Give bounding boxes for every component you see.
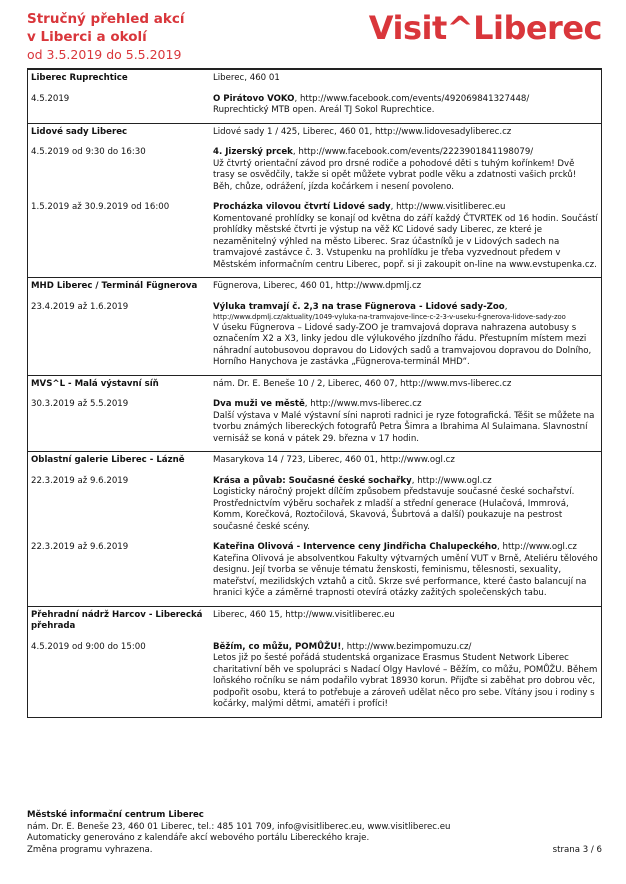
event-title: Procházka vilovou čtvrtí Lidové sady — [213, 202, 391, 212]
event-body — [213, 302, 598, 369]
venue-block — [28, 278, 601, 376]
event-row — [31, 202, 598, 271]
venue-header-row — [31, 455, 598, 467]
event-date: 4.5.2019 od 9:30 do 16:30 — [31, 147, 146, 157]
venue-block — [28, 376, 601, 453]
event-date: 23.4.2019 až 1.6.2019 — [31, 301, 129, 312]
event-description: Letos již po šesté pořádá studentská organizace Erasmus Student Network Liberec charitativní běh ve spolupráci s Nadací Olgy Havlové – Běžím, co můžu, POMŮŽU. Během loňského ročníku se nám podařilo vybrat 18930 korun. Přijďte si zaběhat pro dobrou věc, podpořit osobu, která to potřebuje a zároveň udělat něco pro sebe. Vítány jsou i rodiny s kočárky, malými dětmi, amatéři i profíci! — [213, 653, 598, 709]
venue-address: nám. Dr. E. Beneše 10 / 2, Liberec, 460 07, http://www.mvs-liberec.cz — [213, 378, 512, 389]
venue-header-row — [31, 610, 598, 633]
event-row — [31, 642, 598, 711]
event-date: 22.3.2019 až 9.6.2019 — [31, 542, 129, 552]
event-row — [31, 542, 598, 600]
venue-address: Fügnerova, Liberec, 460 01, http://www.dpmlj.cz — [213, 281, 422, 291]
event-listing — [27, 68, 602, 718]
page-footer — [27, 810, 602, 856]
visit-liberec-logo: Visit^Liberec — [368, 9, 602, 47]
event-description: Kateřina Olivová je absolventkou Fakulty výtvarných umění VUT v Brně, Ateliéru tělového designu. Její tvorba se věnuje tématu ženskosti, feminismu, tělesnosti, sexuality, mateřství, mezilidských vztahů a citů. Skrze své performance, které často balancují na hranici kýče a záměrné trapnosti otevírá otázky zažitých společenských tabu. — [213, 553, 598, 598]
event-link[interactable]: , — [504, 301, 508, 312]
event-date: 1.5.2019 až 30.9.2019 od 16:00 — [31, 202, 170, 212]
event-date: 4.5.2019 od 9:00 do 15:00 — [31, 641, 146, 652]
event-title: 4. Jizerský prcek — [213, 147, 293, 157]
footer-contact: nám. Dr. E. Beneše 23, 460 01 Liberec, tel.: 485 101 709, info@visitliberec.eu, www.visitliberec.eu — [27, 821, 451, 832]
venue-address: Lidové sady 1 / 425, Liberec, 460 01, http://www.lidovesadyliberec.cz — [213, 126, 512, 137]
venue-header-row — [31, 127, 598, 139]
event-title: O Pirátovo VOKO — [213, 93, 295, 104]
footer-generated: Automaticky generováno z kalendáře akcí webového portálu Libereckého kraje. — [27, 833, 370, 843]
venue-name: Přehradní nádrž Harcov - Liberecká přehrada — [31, 609, 203, 631]
page-header — [27, 10, 602, 66]
doc-title-line1: Stručný přehled akcí — [27, 11, 185, 27]
event-heading — [213, 94, 598, 106]
event-row — [31, 94, 598, 117]
event-heading — [213, 642, 598, 654]
footer-org: Městské informační centrum Liberec — [27, 810, 204, 820]
venue-block — [28, 70, 601, 124]
event-description: Už čtvrtý orientační závod pro drsné rodiče a pohodové děti s tuhým kořínkem! Dvě trasy se osvědčily, takže si opět můžete vybrat podle věku a zdatnosti vašich prcků! Běh, chůze, odrážení, jízda kočárkem i nesení povoleno. — [213, 158, 577, 192]
date-range: od 3.5.2019 do 5.5.2019 — [27, 47, 182, 62]
event-title: Dva muži ve městě — [213, 399, 305, 409]
event-heading — [213, 476, 598, 488]
event-title: Běžím, co můžu, POMŮŽU! — [213, 641, 342, 652]
event-link[interactable]: , http://www.ogl.cz — [411, 475, 492, 486]
event-link[interactable]: , http://www.bezimpomuzu.cz/ — [341, 641, 472, 652]
event-heading — [213, 147, 598, 159]
event-body — [213, 476, 598, 534]
page-number: strana 3 / 6 — [552, 844, 602, 855]
event-date: 22.3.2019 až 9.6.2019 — [31, 475, 129, 486]
venue-header-row — [31, 73, 598, 85]
event-link[interactable]: , http://www.facebook.com/events/492069841327448/ — [294, 93, 530, 104]
event-heading — [213, 399, 598, 411]
venue-name: Liberec Ruprechtice — [31, 73, 128, 83]
venue-address: Liberec, 460 01 — [213, 73, 280, 83]
event-description: Komentované prohlídky se konají od května do září každý ČTVRTEK od 16 hodin. Součástí prohlídky městské čtvrti je výstup na věž KC Lidové sady Liberec, ze které je nezaměnitelný výhled na město Liberec. Sraz účastníků je v Lidových sadech na tramvajové zastávce č. 3. Vstupenku na prohlídku je třeba vyzvednout předem v Městském informačním centru Liberec, popř. si ji zakoupit on-line na www.evstupenka.cz. — [213, 213, 598, 270]
event-date: 4.5.2019 — [31, 93, 70, 104]
venue-address: Liberec, 460 15, http://www.visitliberec.eu — [213, 609, 395, 620]
venue-header-row — [31, 281, 598, 293]
venue-name: Lidové sady Liberec — [31, 126, 128, 137]
event-title: Výluka tramvají č. 2,3 na trase Fügnerova - Lidové sady-Zoo — [213, 301, 505, 312]
event-link[interactable]: , http://www.facebook.com/events/2223901841198079/ — [292, 147, 534, 157]
event-description: Ruprechtický MTB open. Areál TJ Sokol Ruprechtice. — [213, 105, 435, 115]
event-heading — [213, 542, 598, 554]
event-title: Kateřina Olivová - Intervence ceny Jindřicha Chalupeckého — [213, 542, 498, 552]
venue-header-row — [31, 379, 598, 391]
event-heading — [213, 202, 598, 214]
venue-block — [28, 607, 601, 717]
event-date: 30.3.2019 až 5.5.2019 — [31, 399, 129, 409]
doc-title-line2: v Liberci a okolí — [27, 29, 147, 45]
venue-block — [28, 124, 601, 279]
event-body — [213, 399, 598, 445]
event-link-long[interactable]: http://www.dpmlj.cz/aktuality/1049-vyluka-na-tramvajove-lince-c-2-3-v-useku-f-gnerova-lidove-sady-zoo — [213, 313, 566, 321]
event-heading — [213, 302, 598, 314]
event-description: V úseku Fügnerova – Lidové sady-ZOO je tramvajová doprava nahrazena autobusy s označením X2 a X3, linky jedou dle výlukového jízdního řádu. Přestupním místem mezi náhradní autobusovou dopravou do Lidových sadů a tramvajovou dopravou do Dolního, Horního Hanychova je zastávka „Fügnerova-terminál MHD“. — [213, 322, 592, 367]
event-body — [213, 642, 598, 711]
venue-name: MHD Liberec / Terminál Fügnerova — [31, 281, 198, 291]
event-link[interactable]: , http://www.visitliberec.eu — [390, 202, 506, 212]
event-row — [31, 147, 598, 193]
event-description: Další výstava v Malé výstavní síni naproti radnici je ryze fotografická. Těšit se můžete na tvorbu známých libereckých fotografů Petra Šimra a Ibrahima Al Sulaimana. Slavnostní vernisáž se koná v pátek 29. března v 17 hodin. — [213, 410, 595, 444]
venue-address: Masarykova 14 / 723, Liberec, 460 01, http://www.ogl.cz — [213, 455, 455, 465]
event-description: Logisticky náročný projekt dílčím způsobem představuje současné české sochařství. Prostřednictvím výběru sochařek z mladší a střední generace (Hulačová, Immrová, Komm, Korečková, Roztočilová, Skavová, Šubrtová a další) poukazuje na pestrost současné české scény. — [213, 487, 575, 532]
event-body — [213, 542, 598, 600]
venue-name: MVS^L - Malá výstavní síň — [31, 378, 159, 389]
footer-notice: Změna programu vyhrazena. — [27, 844, 153, 855]
venue-name: Oblastní galerie Liberec - Lázně — [31, 455, 185, 465]
event-body — [213, 202, 598, 271]
event-body — [213, 147, 598, 193]
event-row — [31, 302, 598, 369]
event-title: Krása a půvab: Současné české sochařky — [213, 475, 412, 486]
venue-block — [28, 452, 601, 607]
event-link[interactable]: , http://www.ogl.cz — [497, 542, 577, 552]
event-body — [213, 94, 598, 117]
event-link[interactable]: , http://www.mvs-liberec.cz — [304, 399, 422, 409]
event-row — [31, 399, 598, 445]
event-row — [31, 476, 598, 534]
